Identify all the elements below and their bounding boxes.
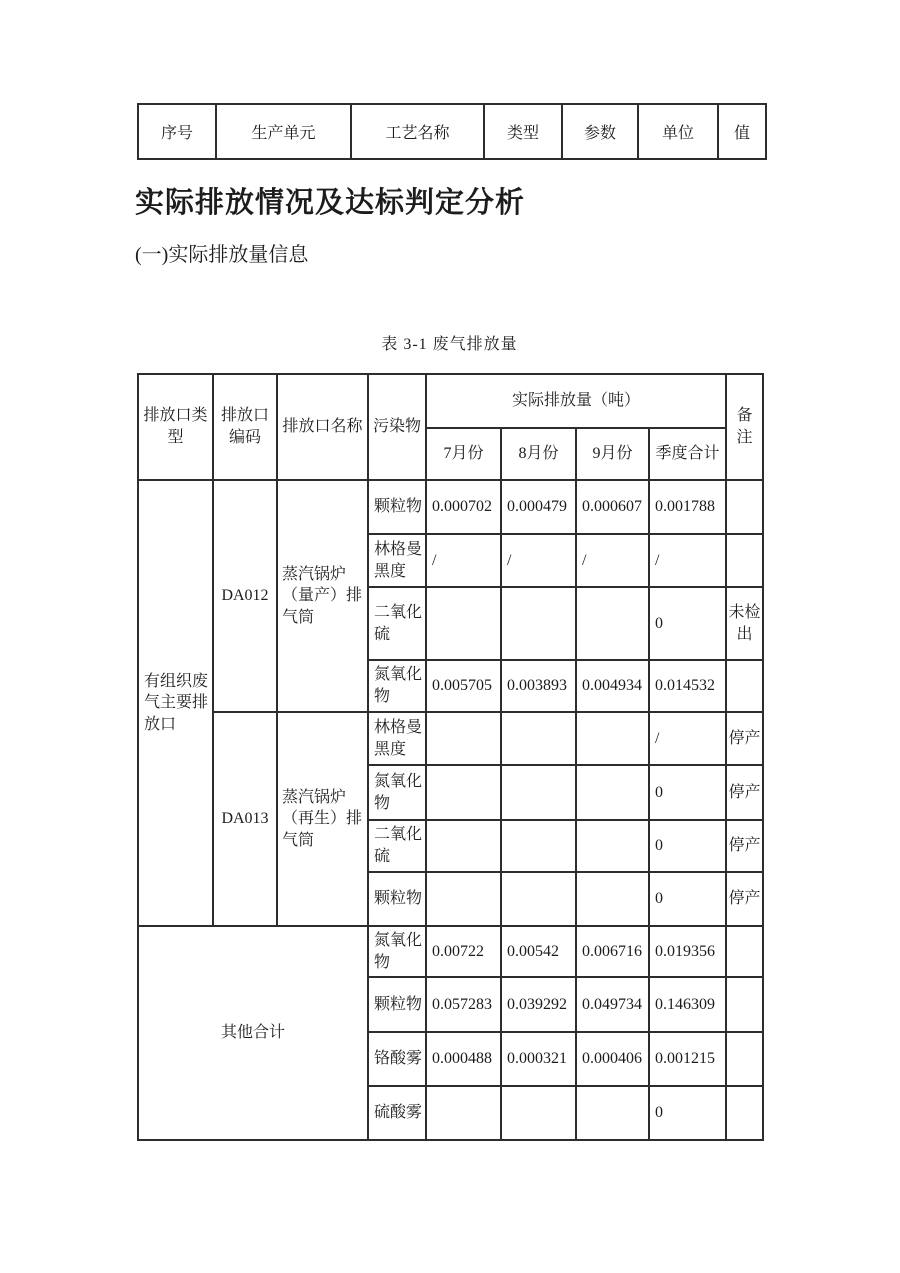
value-aug: 0.000479 xyxy=(501,480,576,534)
value-sep: 0.049734 xyxy=(576,977,649,1032)
fragment-col-process-name: 工艺名称 xyxy=(351,104,484,159)
value-sep: 0.006716 xyxy=(576,926,649,977)
value-aug: 0.00542 xyxy=(501,926,576,977)
value-jul: / xyxy=(426,534,501,587)
pollutant-cell: 氮氧化物 xyxy=(368,765,426,820)
value-aug xyxy=(501,712,576,765)
header-outlet-code: 排放口编码 xyxy=(213,374,277,480)
remark-cell: 停产 xyxy=(726,765,763,820)
value-aug xyxy=(501,587,576,660)
value-jul: 0.000702 xyxy=(426,480,501,534)
other-total-cell: 其他合计 xyxy=(138,926,368,1140)
value-sep xyxy=(576,872,649,926)
value-total: 0.001215 xyxy=(649,1032,726,1086)
pollutant-cell: 二氧化硫 xyxy=(368,820,426,872)
value-total: / xyxy=(649,712,726,765)
value-total: 0 xyxy=(649,765,726,820)
value-sep: 0.000406 xyxy=(576,1032,649,1086)
remark-cell xyxy=(726,480,763,534)
fragment-col-value: 值 xyxy=(718,104,766,159)
value-sep xyxy=(576,587,649,660)
value-jul: 0.057283 xyxy=(426,977,501,1032)
value-sep xyxy=(576,765,649,820)
header-pollutant: 污染物 xyxy=(368,374,426,480)
value-total: 0.014532 xyxy=(649,660,726,712)
value-sep: 0.000607 xyxy=(576,480,649,534)
value-jul xyxy=(426,820,501,872)
value-jul xyxy=(426,587,501,660)
fragment-col-index: 序号 xyxy=(138,104,216,159)
pollutant-cell: 颗粒物 xyxy=(368,977,426,1032)
fragment-col-parameter: 参数 xyxy=(562,104,638,159)
value-sep: 0.004934 xyxy=(576,660,649,712)
header-quarter-total: 季度合计 xyxy=(649,428,726,480)
remark-cell xyxy=(726,534,763,587)
remark-cell xyxy=(726,1086,763,1140)
outlet-name-da013: 蒸汽锅炉（再生）排气筒 xyxy=(277,712,368,926)
value-sep xyxy=(576,820,649,872)
pollutant-cell: 林格曼黑度 xyxy=(368,712,426,765)
value-sep: / xyxy=(576,534,649,587)
value-aug xyxy=(501,872,576,926)
header-month-august: 8月份 xyxy=(501,428,576,480)
remark-cell xyxy=(726,977,763,1032)
value-jul: 0.005705 xyxy=(426,660,501,712)
header-actual-emission: 实际排放量（吨） xyxy=(426,374,726,428)
value-total: 0 xyxy=(649,820,726,872)
remark-cell: 停产 xyxy=(726,820,763,872)
emission-table xyxy=(137,373,764,1141)
top-fragment-table xyxy=(137,103,767,160)
value-total: 0 xyxy=(649,587,726,660)
value-sep xyxy=(576,1086,649,1140)
table-caption: 表 3-1 废气排放量 xyxy=(381,336,518,353)
header-row-1 xyxy=(138,374,763,428)
table-row xyxy=(138,480,763,534)
value-aug: 0.039292 xyxy=(501,977,576,1032)
value-total: 0.019356 xyxy=(649,926,726,977)
remark-cell xyxy=(726,926,763,977)
fragment-col-production-unit: 生产单元 xyxy=(216,104,351,159)
table-row xyxy=(138,712,763,765)
pollutant-cell: 林格曼黑度 xyxy=(368,534,426,587)
header-outlet-type: 排放口类型 xyxy=(138,374,213,480)
value-aug: 0.000321 xyxy=(501,1032,576,1086)
header-month-september: 9月份 xyxy=(576,428,649,480)
pollutant-cell: 硫酸雾 xyxy=(368,1086,426,1140)
pollutant-cell: 铬酸雾 xyxy=(368,1032,426,1086)
value-jul xyxy=(426,712,501,765)
outlet-code-da012: DA012 xyxy=(213,480,277,712)
remark-cell xyxy=(726,660,763,712)
value-total: 0.146309 xyxy=(649,977,726,1032)
remark-cell: 未检出 xyxy=(726,587,763,660)
value-jul: 0.000488 xyxy=(426,1032,501,1086)
fragment-col-unit: 单位 xyxy=(638,104,718,159)
value-total: 0.001788 xyxy=(649,480,726,534)
section-heading: 实际排放情况及达标判定分析 xyxy=(135,187,526,219)
outlet-name-da012: 蒸汽锅炉（量产）排气筒 xyxy=(277,480,368,712)
value-total: / xyxy=(649,534,726,587)
remark-cell: 停产 xyxy=(726,872,763,926)
value-jul xyxy=(426,765,501,820)
header-month-july: 7月份 xyxy=(426,428,501,480)
outlet-type-group-cell: 有组织废气主要排放口 xyxy=(138,480,213,926)
value-total: 0 xyxy=(649,872,726,926)
remark-cell xyxy=(726,1032,763,1086)
pollutant-cell: 二氧化硫 xyxy=(368,587,426,660)
value-jul xyxy=(426,872,501,926)
value-jul: 0.00722 xyxy=(426,926,501,977)
value-aug xyxy=(501,765,576,820)
pollutant-cell: 颗粒物 xyxy=(368,872,426,926)
fragment-header-row xyxy=(138,104,766,159)
pollutant-cell: 颗粒物 xyxy=(368,480,426,534)
value-total: 0 xyxy=(649,1086,726,1140)
outlet-code-da013: DA013 xyxy=(213,712,277,926)
remark-cell: 停产 xyxy=(726,712,763,765)
value-aug: / xyxy=(501,534,576,587)
header-outlet-name: 排放口名称 xyxy=(277,374,368,480)
value-aug: 0.003893 xyxy=(501,660,576,712)
section-subheading: (一)实际排放量信息 xyxy=(135,244,309,266)
header-remark: 备注 xyxy=(726,374,763,480)
value-aug xyxy=(501,1086,576,1140)
pollutant-cell: 氮氧化物 xyxy=(368,926,426,977)
value-jul xyxy=(426,1086,501,1140)
fragment-col-type: 类型 xyxy=(484,104,562,159)
value-sep xyxy=(576,712,649,765)
table-row xyxy=(138,926,763,977)
pollutant-cell: 氮氧化物 xyxy=(368,660,426,712)
value-aug xyxy=(501,820,576,872)
